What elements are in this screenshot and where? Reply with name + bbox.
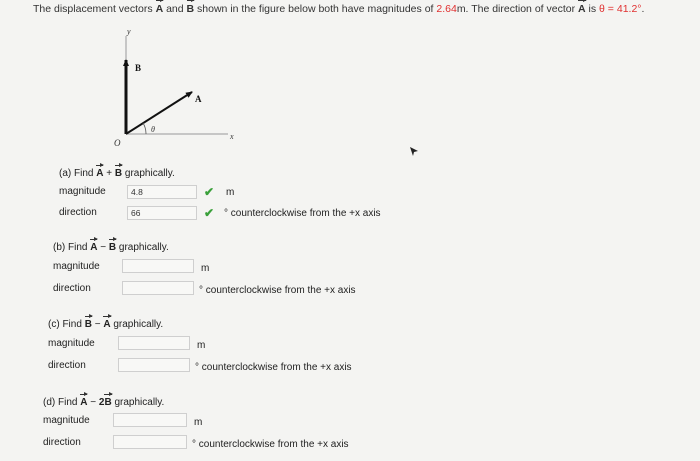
problem-and: and: [166, 3, 184, 15]
part-a-operator: +: [106, 168, 113, 179]
y-axis-label: y: [127, 27, 131, 36]
part-d-direction-input[interactable]: [113, 435, 187, 449]
part-d-vector-2: B: [104, 397, 112, 408]
magnitude-value: 2.64: [436, 3, 457, 15]
part-d-suffix: graphically.: [114, 397, 165, 408]
part-d-magnitude-input[interactable]: [113, 413, 187, 427]
vector-b-label: B: [135, 63, 142, 73]
x-axis-label: x: [230, 132, 234, 141]
part-a-magnitude-label: magnitude: [59, 186, 106, 197]
part-a-heading: [59, 168, 175, 179]
part-c-prefix: (c) Find: [48, 319, 82, 330]
part-d-direction-unit: ° counterclockwise from the +x axis: [192, 439, 349, 450]
problem-end: .: [641, 3, 645, 15]
vector-b-symbol: B: [186, 3, 195, 15]
part-a-magnitude-input[interactable]: [127, 185, 197, 199]
part-a-direction-unit: ° counterclockwise from the +x axis: [224, 208, 381, 219]
part-d-coefficient: 2: [98, 397, 105, 408]
part-a-direction-input[interactable]: [127, 206, 197, 220]
problem-is: is: [588, 3, 597, 15]
part-c-vector-2: A: [103, 319, 111, 330]
part-b-suffix: graphically.: [118, 242, 169, 253]
part-b-magnitude-label: magnitude: [53, 261, 100, 272]
vector-a-symbol: A: [155, 3, 164, 15]
part-c-direction-input[interactable]: [118, 358, 190, 372]
part-a-direction-check-icon: ✔: [204, 206, 215, 220]
part-a-suffix: graphically.: [124, 168, 175, 179]
problem-mid: shown in the figure below both have magnitudes of: [197, 3, 434, 15]
part-d-magnitude-label: magnitude: [43, 415, 90, 426]
part-d-magnitude-unit: m: [194, 417, 203, 428]
part-d-prefix: (d) Find: [43, 397, 78, 408]
cursor-arrow-icon: [410, 147, 419, 156]
problem-statement: [33, 3, 644, 15]
part-a-vector-1: A: [96, 168, 104, 179]
part-d-heading: [43, 397, 164, 408]
part-a-prefix: (a) Find: [59, 168, 94, 179]
part-b-magnitude-input[interactable]: [122, 259, 194, 273]
part-c-heading: [48, 319, 163, 330]
part-b-vector-1: A: [90, 242, 98, 253]
part-d-direction-label: direction: [43, 437, 81, 448]
theta-label: θ: [151, 125, 155, 134]
mouse-cursor: [410, 147, 419, 159]
problem-intro: The displacement vectors: [33, 3, 153, 15]
part-c-direction-label: direction: [48, 360, 86, 371]
part-a-vector-2: B: [114, 168, 123, 179]
part-c-magnitude-label: magnitude: [48, 338, 95, 349]
origin-label: O: [114, 138, 121, 148]
part-b-direction-unit: ° counterclockwise from the +x axis: [199, 285, 356, 296]
part-c-magnitude-input[interactable]: [118, 336, 190, 350]
part-a-magnitude-check-icon: ✔: [204, 185, 215, 199]
part-b-direction-label: direction: [53, 283, 91, 294]
vector-a-label: A: [195, 94, 202, 104]
part-b-magnitude-unit: m: [201, 263, 210, 274]
part-c-direction-unit: ° counterclockwise from the +x axis: [195, 362, 352, 373]
vector-figure: [100, 22, 250, 152]
part-c-magnitude-unit: m: [197, 340, 206, 351]
part-a-magnitude-unit: m: [226, 187, 235, 198]
vector-a-symbol-2: A: [578, 3, 586, 15]
part-b-prefix: (b) Find: [53, 242, 88, 253]
theta-arc: [143, 123, 146, 134]
part-b-operator: −: [100, 242, 107, 253]
part-d-vector-1: A: [80, 397, 88, 408]
part-a-direction-label: direction: [59, 207, 97, 218]
part-b-heading: [53, 242, 169, 253]
part-c-suffix: graphically.: [113, 319, 164, 330]
part-b-direction-input[interactable]: [122, 281, 194, 295]
part-c-operator: −: [94, 319, 101, 330]
part-b-vector-2: B: [108, 242, 117, 253]
part-d-operator: −: [90, 397, 97, 408]
part-c-vector-1: B: [84, 319, 92, 330]
problem-mid2: m. The direction of vector: [456, 3, 576, 15]
theta-value: θ = 41.2°: [599, 3, 642, 15]
vector-a-arrow: [126, 92, 192, 134]
